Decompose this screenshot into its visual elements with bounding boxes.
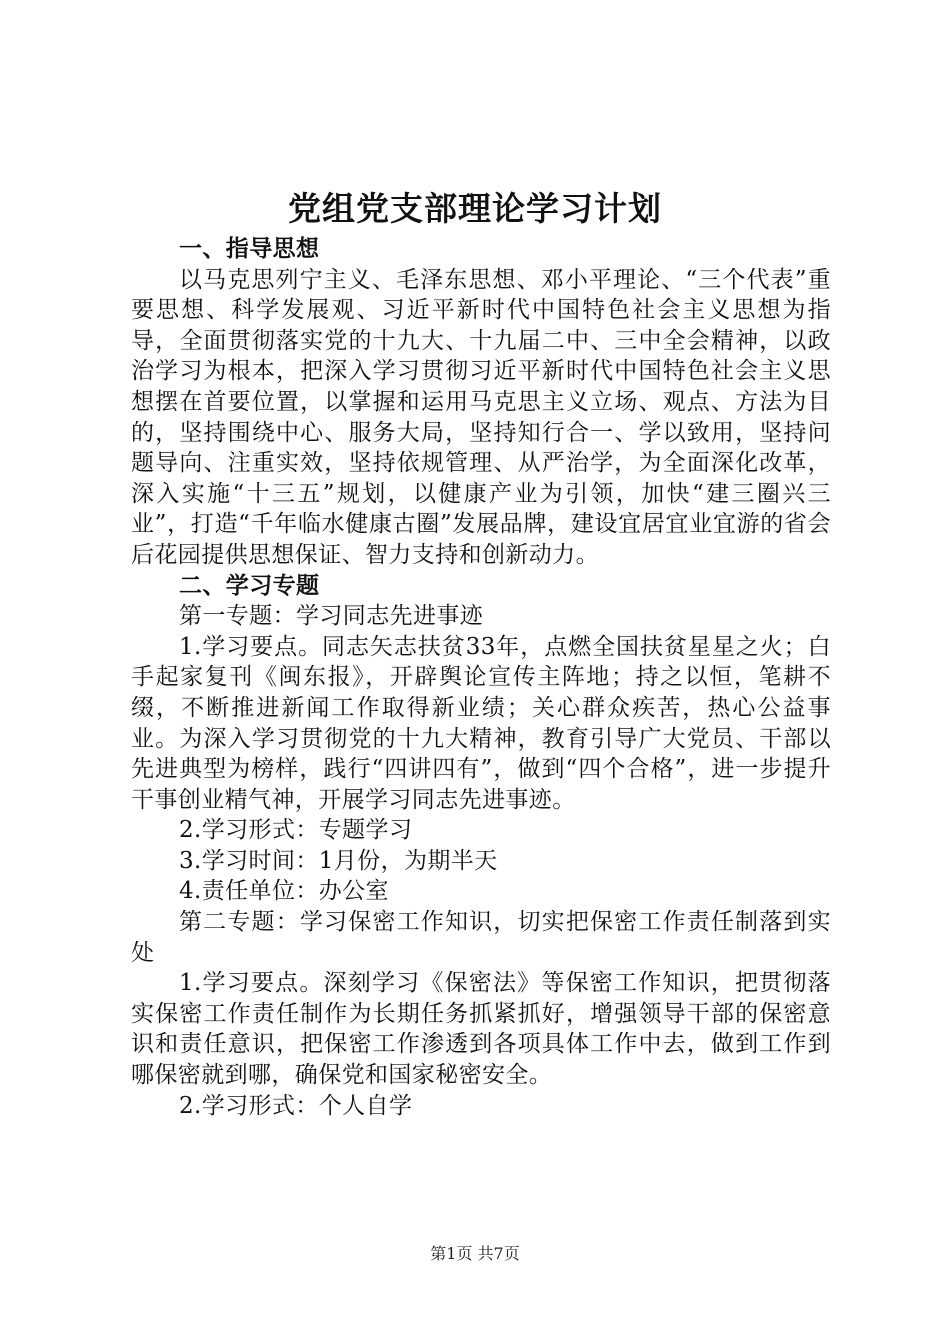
- page-number-footer: 第1页 共7页: [430, 1244, 520, 1263]
- paragraph: 2.学习形式：专题学习: [179, 817, 413, 844]
- section-heading: 二、学习专题: [179, 571, 320, 599]
- document-title: 党组党支部理论学习计划: [288, 189, 662, 228]
- paragraph: 1.学习要点。同志矢志扶贫33年，点燃全国扶贫星星之火；白手起家复刊《闽东报》，开辟舆论宣传主阵地；持之以恒，笔耕不缀，不断推进新闻工作取得新业绩；关心群众疾苦，热心公益事业。为深入学习贯彻党的十九大精神，教育引导广大党员、干部以先进典型为榜样，践行“四讲四有”，做到“四个合格”，进一步提升干事创业精气神，开展学习同志先进事迹。: [131, 633, 831, 813]
- paragraph: 4.责任单位：办公室: [179, 878, 389, 905]
- paragraph: 以马克思列宁主义、毛泽东思想、邓小平理论、“三个代表”重要思想、科学发展观、习近平新时代中国特色社会主义思想为指导，全面贯彻落实党的十九大、十九届二中、三中全会精神，以政治学习为根本，把深入学习贯彻习近平新时代中国特色社会主义思想摆在首要位置，以掌握和运用马克思主义立场、观点、方法为目的，坚持围绕中心、服务大局，坚持知行合一、学以致用，坚持问题导向、注重实效，坚持依规管理、从严治学，为全面深化改革，深入实施“十三五”规划，以健康产业为引领，加快“建三圈兴三业”，打造“千年临水健康古圈”发展品牌，建设宜居宜业宜游的省会后花园提供思想保证、智力支持和创新动力。: [131, 266, 831, 568]
- paragraph: 2.学习形式：个人自学: [179, 1092, 413, 1119]
- paragraph: 1.学习要点。深刻学习《保密法》等保密工作知识，把贯彻落实保密工作责任制作为长期任务抓紧抓好，增强领导干部的保密意识和责任意识，把保密工作渗透到各项具体工作中去，做到工作到哪保密就到哪，确保党和国家秘密安全。: [131, 970, 831, 1089]
- document-body: [131, 234, 831, 1121]
- paragraph: 第一专题：学习同志先进事迹: [179, 603, 484, 630]
- paragraph: 3.学习时间：1月份，为期半天: [179, 847, 498, 874]
- section-heading: 一、指导思想: [179, 235, 320, 262]
- paragraph: 第二专题：学习保密工作知识，切实把保密工作责任制落到实处: [131, 909, 831, 966]
